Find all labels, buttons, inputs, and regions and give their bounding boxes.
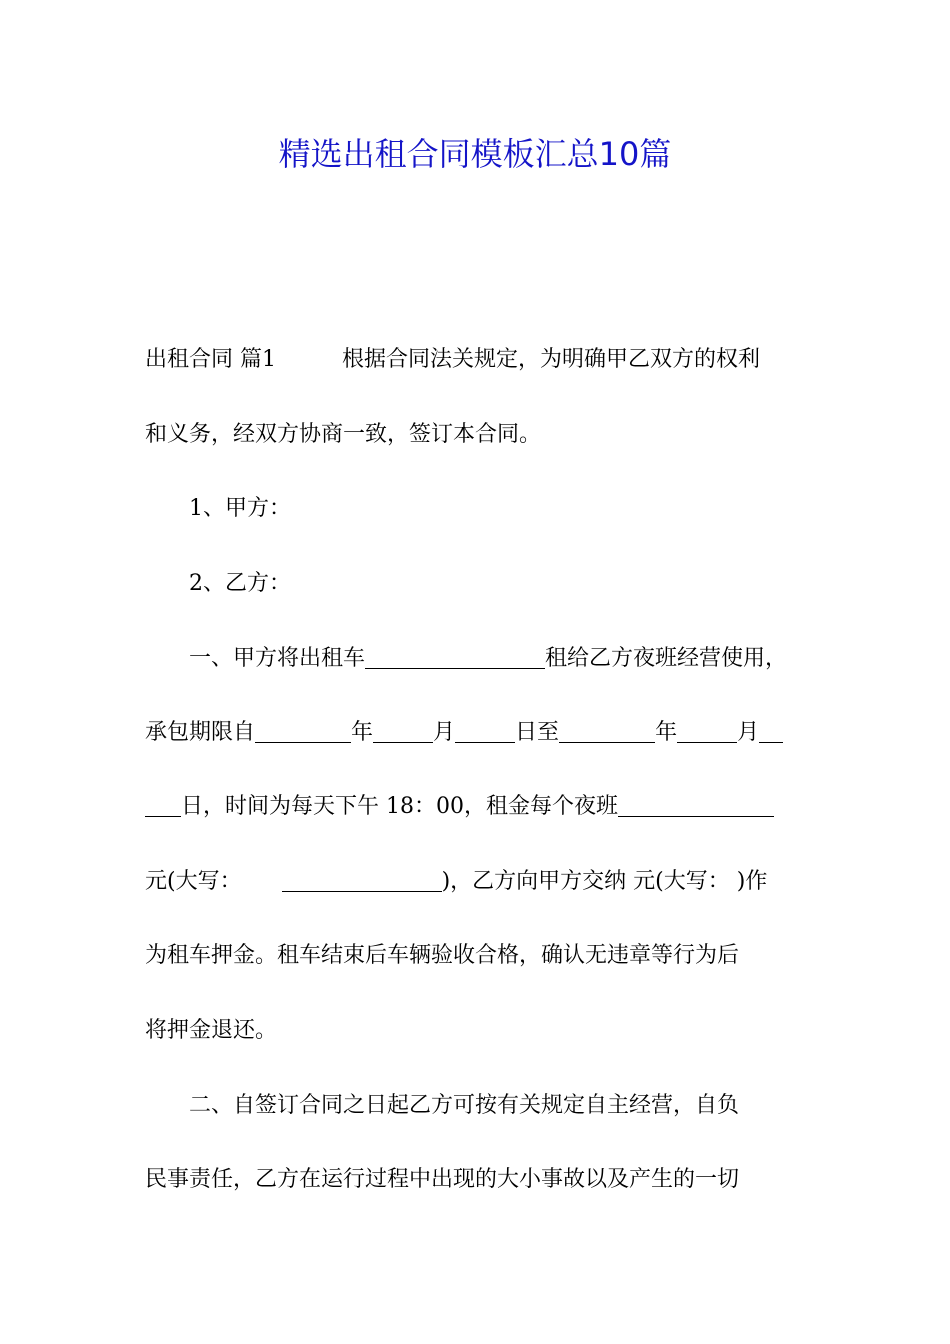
paragraph-line: [145, 938, 825, 974]
text-run: 将押金退还。: [145, 1018, 278, 1043]
text-run: 月: [433, 720, 456, 745]
text-run: 一、甲方将出租车: [145, 646, 366, 671]
paragraph-line: [145, 417, 825, 453]
text-run: 日至: [515, 720, 560, 745]
paragraph-line: [145, 864, 825, 900]
text-run: 承包期限自: [145, 720, 256, 745]
text-run: 月: [737, 720, 760, 745]
party-a-label: 1、甲方：: [145, 496, 291, 521]
paragraph-line: [145, 715, 825, 751]
text-run: 二、自签订合同之日起乙方可按有关规定自主经营，自负: [145, 1093, 740, 1118]
party-b-line: [145, 566, 825, 602]
text-run: 为租车押金。租车结束后车辆验收合格，确认无违章等行为后: [145, 943, 740, 968]
fill-blank-rent[interactable]: [618, 794, 774, 817]
text-run: 日，时间为每天下午 18：00，租金每个夜班: [181, 794, 618, 819]
fill-blank-end-month[interactable]: [677, 720, 737, 743]
paragraph-line: [145, 1162, 825, 1198]
text-run: 出租合同 篇1 根据合同法关规定，为明确甲乙双方的权利: [145, 347, 760, 372]
party-b-label: 2、乙方：: [145, 571, 291, 596]
paragraph-line: [145, 641, 825, 677]
fill-blank-end-year[interactable]: [559, 720, 655, 743]
text-run: 民事责任，乙方在运行过程中出现的大小事故以及产生的一切: [145, 1167, 740, 1192]
text-run: )，乙方向甲方交纳 元(大写： )作: [441, 869, 768, 894]
text-run: 年: [351, 720, 374, 745]
document-title: 精选出租合同模板汇总10篇: [278, 135, 672, 173]
text-run: 和义务，经双方协商一致，签订本合同。: [145, 422, 542, 447]
fill-blank-start-year[interactable]: [255, 720, 351, 743]
text-run: 租给乙方夜班经营使用，: [545, 646, 788, 671]
paragraph-line: [145, 1013, 825, 1049]
paragraph-line: [145, 342, 825, 378]
fill-blank-end-day[interactable]: [759, 720, 783, 743]
fill-blank-vehicle[interactable]: [365, 646, 545, 669]
fill-blank-end-day-cont[interactable]: [145, 794, 181, 817]
fill-blank-start-month[interactable]: [373, 720, 433, 743]
paragraph-line: [145, 789, 825, 825]
party-a-line: [145, 491, 825, 527]
paragraph-line: [145, 1088, 825, 1124]
fill-blank-rent-capital[interactable]: [282, 869, 442, 892]
text-run: 元(大写：: [145, 869, 242, 894]
text-run: 年: [655, 720, 678, 745]
fill-blank-start-day[interactable]: [455, 720, 515, 743]
